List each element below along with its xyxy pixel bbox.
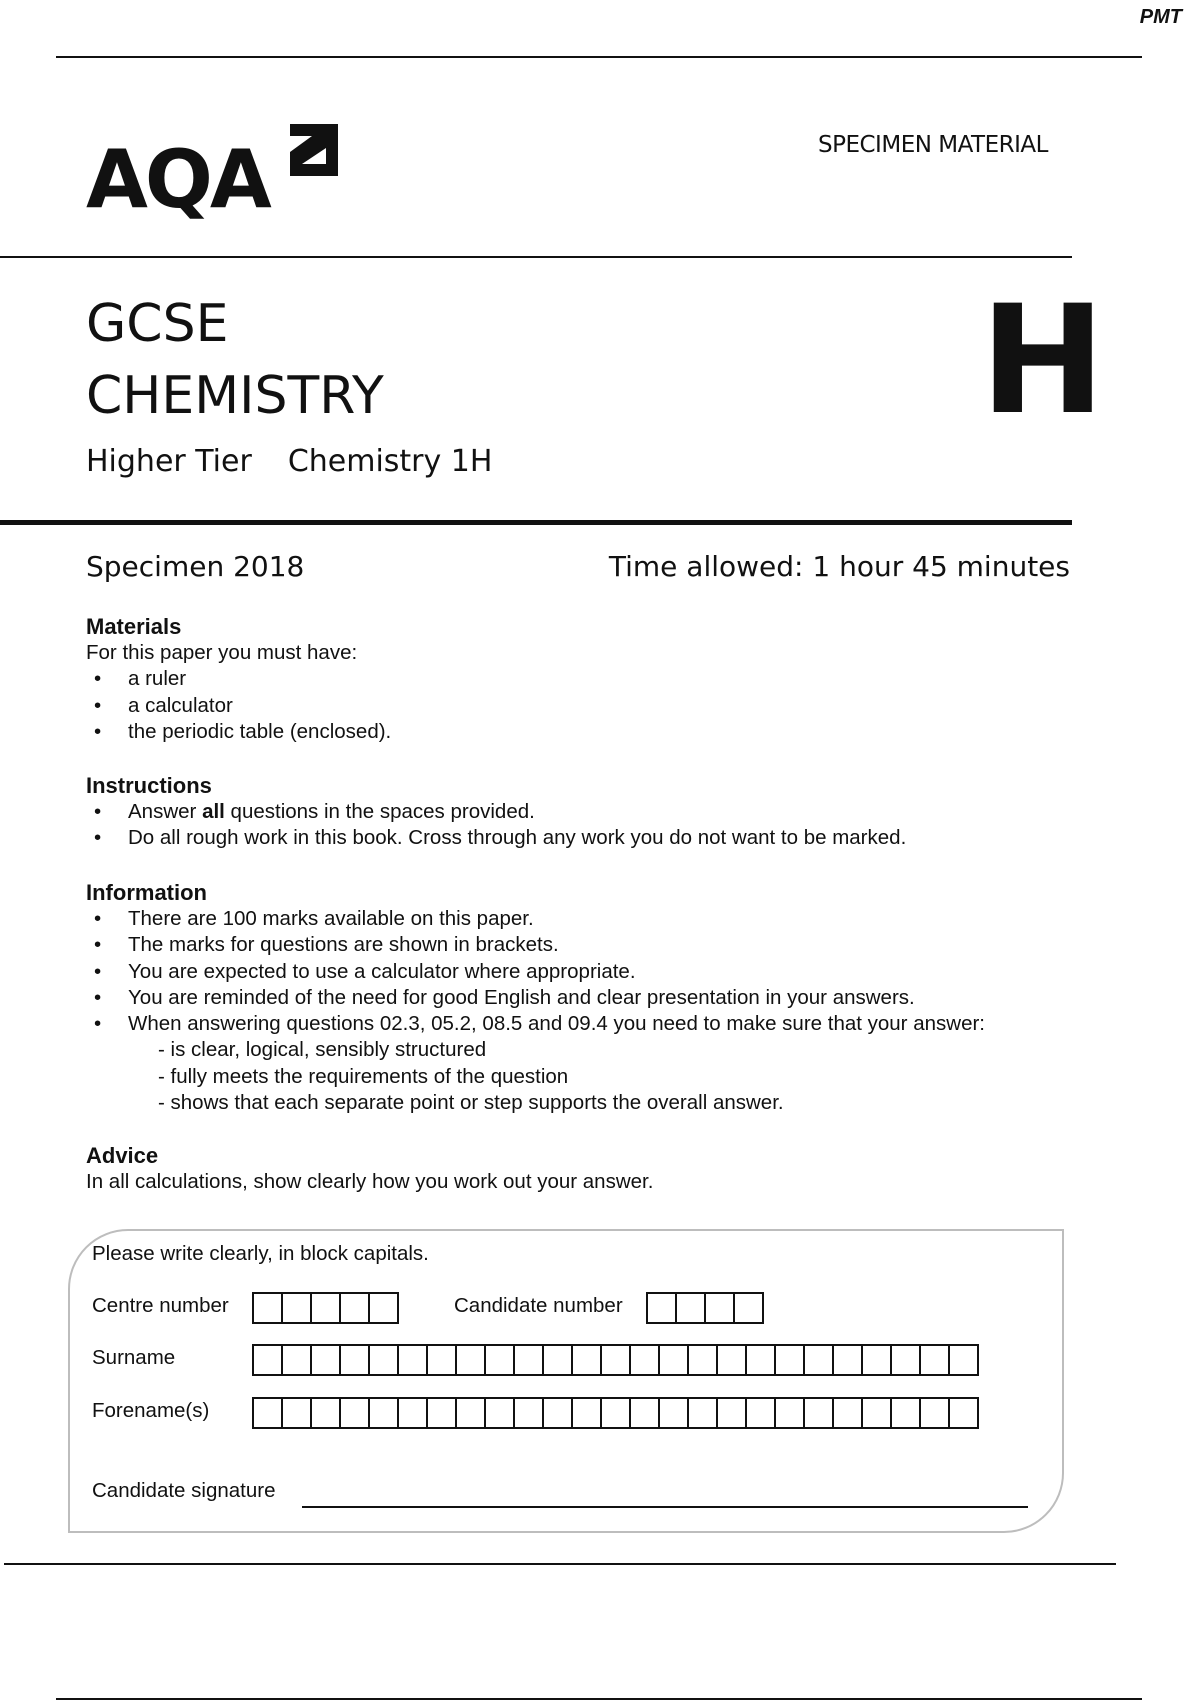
materials-item: • a calculator — [86, 693, 391, 719]
centre-number-label: Centre number — [92, 1294, 229, 1317]
char-box[interactable] — [660, 1399, 689, 1427]
logo-text: AQA — [86, 133, 269, 226]
specimen-material-label: SPECIMEN MATERIAL — [818, 132, 1048, 158]
forenames-label: Forename(s) — [92, 1399, 210, 1422]
char-box[interactable] — [370, 1346, 399, 1374]
char-box[interactable] — [312, 1399, 341, 1427]
instructions-item — [86, 799, 906, 825]
char-box[interactable] — [370, 1294, 399, 1322]
char-box[interactable] — [706, 1294, 735, 1322]
char-box[interactable] — [254, 1346, 283, 1374]
char-box[interactable] — [892, 1346, 921, 1374]
char-box[interactable] — [921, 1399, 950, 1427]
paper-label: Chemistry 1H — [287, 444, 493, 479]
char-box[interactable] — [312, 1294, 341, 1322]
subject-title: CHEMISTRY — [86, 366, 384, 426]
char-box[interactable] — [341, 1294, 370, 1322]
char-box[interactable] — [283, 1399, 312, 1427]
information-item: • When answering questions 02.3, 05.2, 08.5 and 09.4 you need to make sure that your answer: — [86, 1011, 985, 1037]
char-box[interactable] — [660, 1346, 689, 1374]
tier-label: Higher Tier — [86, 444, 252, 479]
information-item: • You are expected to use a calculator where appropriate. — [86, 959, 985, 985]
char-box[interactable] — [428, 1399, 457, 1427]
char-box[interactable] — [718, 1399, 747, 1427]
top-rule — [56, 56, 1142, 58]
char-box[interactable] — [283, 1346, 312, 1374]
instructions-item: • Do all rough work in this book. Cross through any work you do not want to be marked. — [86, 825, 906, 851]
char-box[interactable] — [950, 1346, 979, 1374]
char-box[interactable] — [544, 1346, 573, 1374]
char-box[interactable] — [718, 1346, 747, 1374]
materials-section — [86, 614, 391, 745]
block-capitals-instruction: Please write clearly, in block capitals. — [92, 1242, 429, 1265]
char-box[interactable] — [747, 1346, 776, 1374]
char-box[interactable] — [863, 1399, 892, 1427]
char-box[interactable] — [428, 1346, 457, 1374]
char-box[interactable] — [457, 1399, 486, 1427]
char-box[interactable] — [834, 1346, 863, 1374]
char-box[interactable] — [648, 1294, 677, 1322]
materials-intro: For this paper you must have: — [86, 641, 358, 664]
char-box[interactable] — [399, 1399, 428, 1427]
char-box[interactable] — [254, 1399, 283, 1427]
specimen-year: Specimen 2018 — [86, 550, 305, 583]
instr-text: Answer — [128, 800, 203, 823]
char-box[interactable] — [573, 1346, 602, 1374]
char-box[interactable] — [457, 1346, 486, 1374]
rule-2 — [0, 520, 1072, 525]
surname-label: Surname — [92, 1346, 176, 1369]
surname-input[interactable] — [252, 1344, 979, 1376]
tier-letter: H — [980, 274, 1106, 448]
instr-text: questions in the spaces provided. — [224, 800, 535, 823]
information-subitem: - is clear, logical, sensibly structured — [158, 1038, 487, 1062]
char-box[interactable] — [921, 1346, 950, 1374]
instr-bold: all — [202, 800, 225, 823]
time-allowed: Time allowed: 1 hour 45 minutes — [608, 550, 1070, 583]
information-item: • The marks for questions are shown in brackets. — [86, 932, 985, 958]
candidate-number-label: Candidate number — [454, 1294, 623, 1317]
advice-text: In all calculations, show clearly how you work out your answer. — [86, 1170, 654, 1193]
candidate-number-input[interactable] — [646, 1292, 764, 1324]
char-box[interactable] — [254, 1294, 283, 1322]
char-box[interactable] — [602, 1346, 631, 1374]
instructions-heading: Instructions — [86, 773, 212, 798]
forenames-input[interactable] — [252, 1397, 979, 1429]
qualification-title: GCSE — [86, 294, 229, 354]
char-box[interactable] — [573, 1399, 602, 1427]
rule-1 — [0, 256, 1072, 258]
char-box[interactable] — [544, 1399, 573, 1427]
char-box[interactable] — [950, 1399, 979, 1427]
char-box[interactable] — [689, 1399, 718, 1427]
instructions-section — [86, 773, 906, 852]
information-subitem: - fully meets the requirements of the question — [158, 1064, 569, 1088]
char-box[interactable] — [747, 1399, 776, 1427]
char-box[interactable] — [677, 1294, 706, 1322]
bottom-rule-1 — [4, 1563, 1116, 1565]
information-item: • There are 100 marks available on this paper. — [86, 906, 985, 932]
char-box[interactable] — [805, 1346, 834, 1374]
pmt-label: PMT — [1139, 6, 1182, 28]
information-section — [86, 880, 985, 1116]
signature-label: Candidate signature — [92, 1479, 276, 1502]
logo-mark-icon — [282, 120, 342, 190]
centre-number-input[interactable] — [252, 1292, 399, 1324]
char-box[interactable] — [486, 1346, 515, 1374]
char-box[interactable] — [312, 1346, 341, 1374]
char-box[interactable] — [341, 1399, 370, 1427]
tier-line — [86, 444, 528, 479]
char-box[interactable] — [892, 1399, 921, 1427]
char-box[interactable] — [776, 1399, 805, 1427]
char-box[interactable] — [370, 1399, 399, 1427]
advice-section — [86, 1143, 653, 1195]
char-box[interactable] — [689, 1346, 718, 1374]
information-heading: Information — [86, 880, 207, 905]
char-box[interactable] — [515, 1399, 544, 1427]
char-box[interactable] — [834, 1399, 863, 1427]
materials-heading: Materials — [86, 614, 182, 639]
char-box[interactable] — [602, 1399, 631, 1427]
char-box[interactable] — [486, 1399, 515, 1427]
materials-item: • the periodic table (enclosed). — [86, 719, 391, 745]
char-box[interactable] — [776, 1346, 805, 1374]
signature-line[interactable] — [302, 1506, 1028, 1508]
char-box[interactable] — [515, 1346, 544, 1374]
advice-heading: Advice — [86, 1143, 159, 1168]
char-box[interactable] — [805, 1399, 834, 1427]
char-box[interactable] — [283, 1294, 312, 1322]
char-box[interactable] — [631, 1399, 660, 1427]
aqa-logo — [86, 120, 346, 226]
materials-item: • a ruler — [86, 666, 391, 692]
char-box[interactable] — [735, 1294, 764, 1322]
char-box[interactable] — [863, 1346, 892, 1374]
char-box[interactable] — [341, 1346, 370, 1374]
char-box[interactable] — [399, 1346, 428, 1374]
information-item: • You are reminded of the need for good English and clear presentation in your answers. — [86, 985, 985, 1011]
information-subitem: - shows that each separate point or step supports the overall answer. — [158, 1091, 784, 1115]
char-box[interactable] — [631, 1346, 660, 1374]
